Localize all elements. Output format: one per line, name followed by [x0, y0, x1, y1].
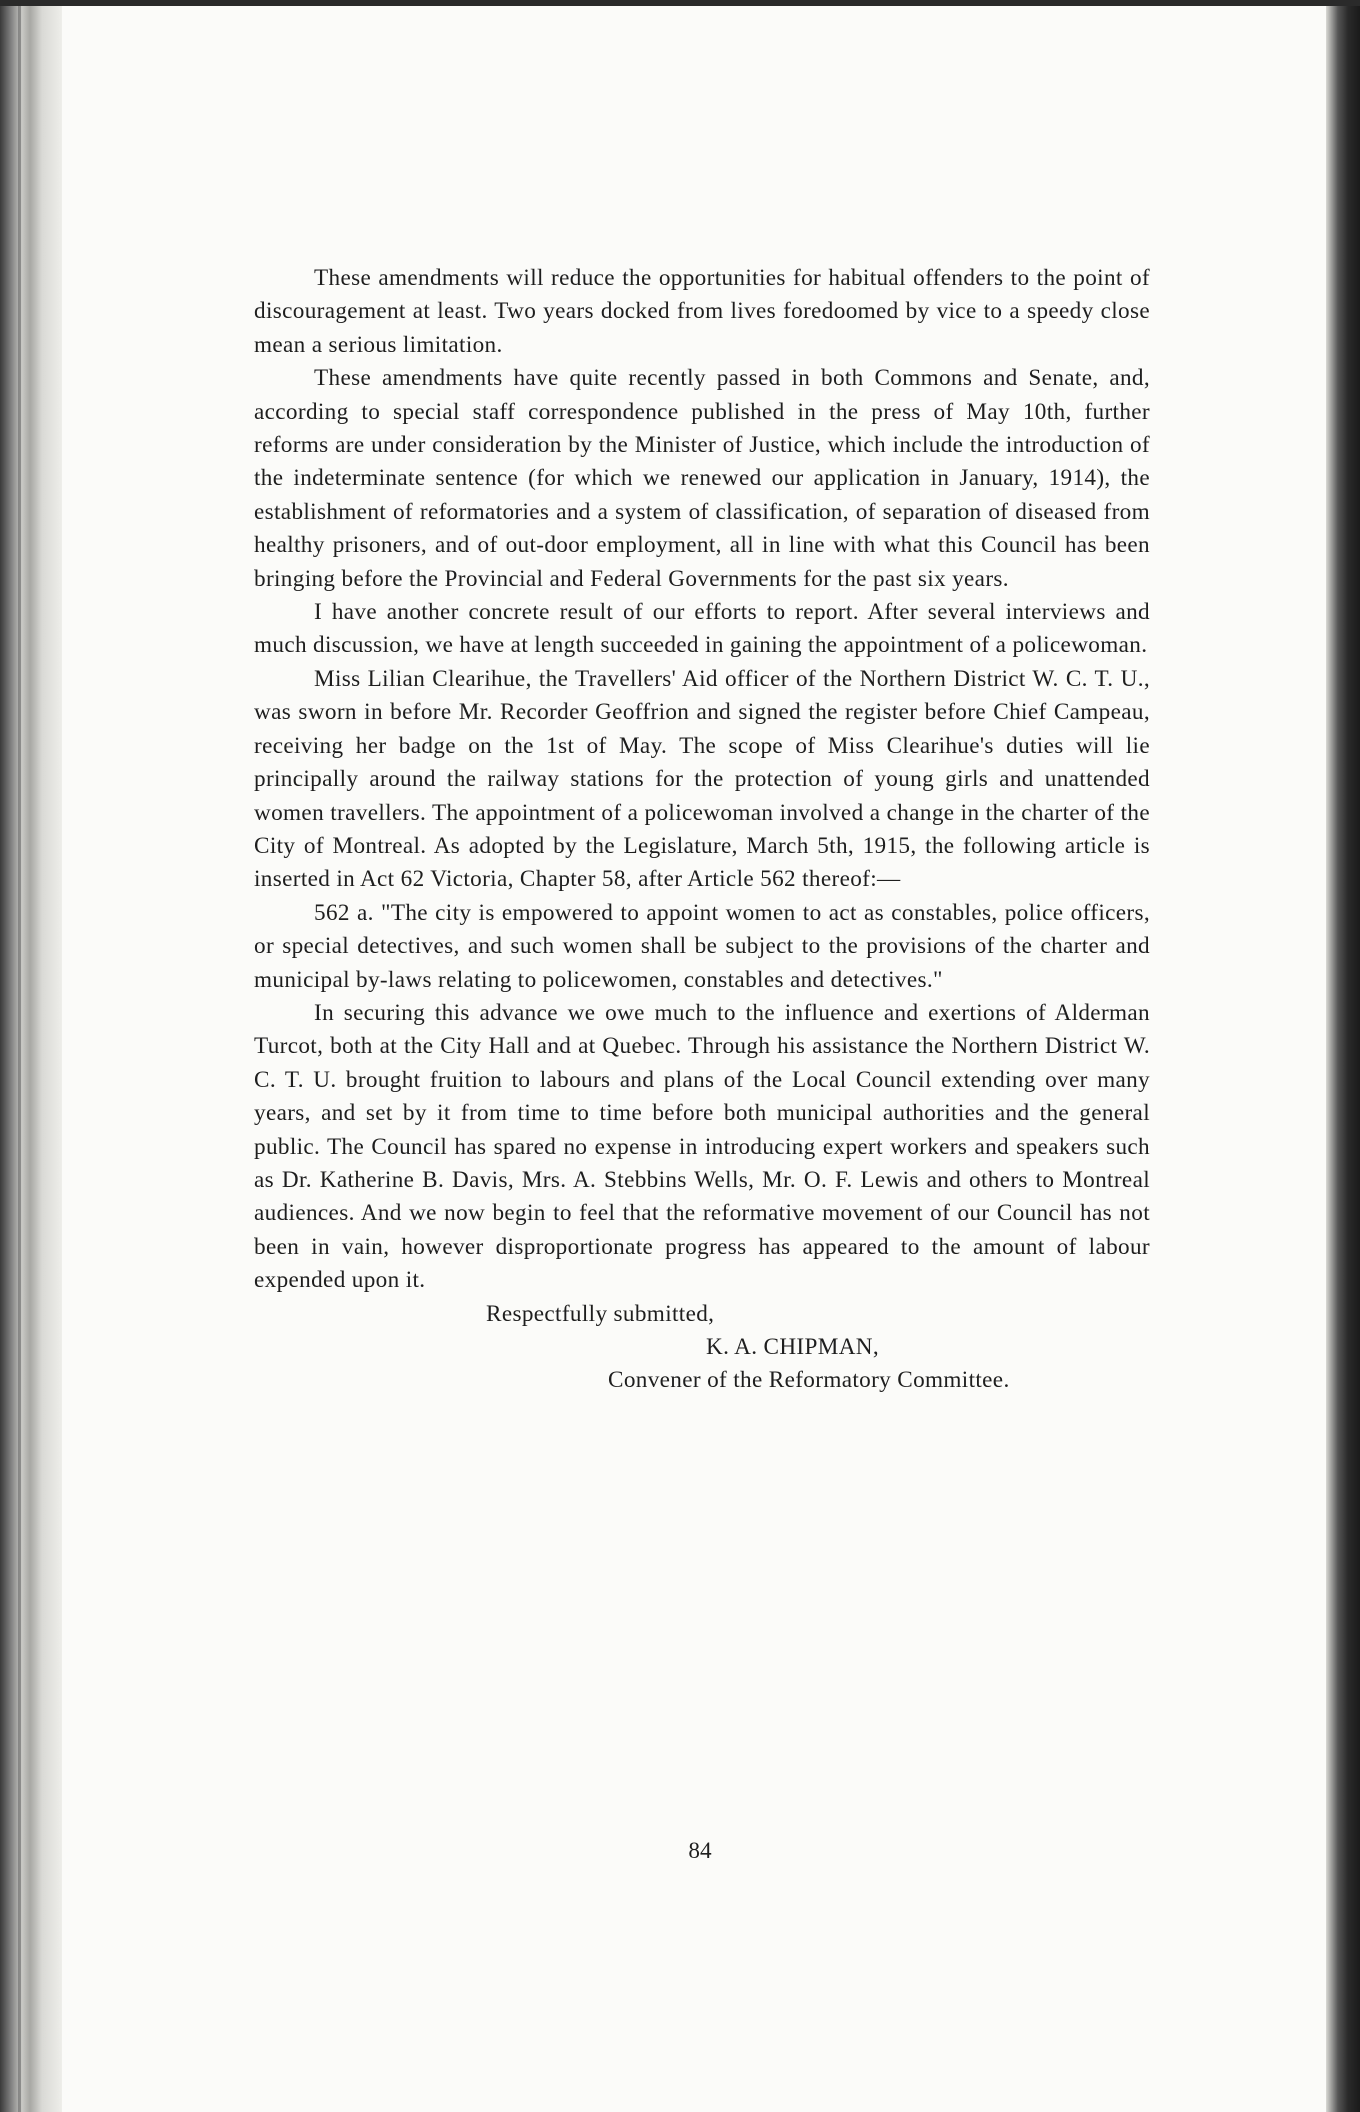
top-edge-shadow	[0, 0, 1360, 6]
paragraph-article-562a: 562 a. "The city is empowered to appoint women to act as constables, police officers, or special detectives, and such women shall be subject to the provisions of the charter and municipal by-laws relating to policewomen, constables and detectives."	[254, 899, 1150, 993]
paragraph-amendments-effect: These amendments will reduce the opportunities for habitual offenders to the point of discouragement at least. Two years docked from lives foredoomed by vice to a speedy close mean a serious limitation.	[254, 265, 1150, 358]
page-edge-shadow	[1326, 0, 1360, 2112]
book-spine-shadow	[0, 0, 62, 2112]
signature-name: K. A. CHIPMAN,	[706, 1334, 880, 1360]
paragraph-acknowledgements: In securing this advance we owe much to the influence and exertions of Alderman Turcot, both at the City Hall and at Quebec. Through his assistance the Northern District W. C. T. U. brought fruition to labours and plans of the Local Council extending over many years, and set by it from time to time before both municipal authorities and the general public. The Council has spared no expense in introducing expert workers and speakers such as Dr. Katherine B. Davis, Mrs. A. Stebbins Wells, Mr. O. F. Lewis and others to Montreal audiences. And we now begin to feel that the reformative movement of our Council has not been in vain, however disproportionate progress has appeared to the amount of labour expended upon it.	[254, 999, 1150, 1294]
page-number: 84	[688, 1838, 712, 1864]
report-text	[254, 262, 1150, 1398]
paragraph-clearihue-appointment: Miss Lilian Clearihue, the Travellers' Aid officer of the Northern District W. C. T. U., was sworn in before Mr. Recorder Geoffrion and signed the register before Chief Campeau, receiving her badge on the 1st of May. The scope of Miss Clearihue's duties will lie principally around the railway stations for the protection of young girls and unattended women travellers. The appointment of a policewoman involved a change in the charter of the City of Montreal. As adopted by the Legislature, March 5th, 1915, the following article is inserted in Act 62 Victoria, Chapter 58, after Article 562 thereof:—	[254, 665, 1150, 893]
paragraph-policewoman-result: I have another concrete result of our efforts to report. After several interviews and much discussion, we have at length succeeded in gaining the appointment of a policewoman.	[254, 599, 1150, 659]
paragraph-amendments-passed: These amendments have quite recently passed in both Commons and Senate, and, according to special staff correspondence published in the press of May 10th, further reforms are under consideration by the Minister of Justice, which include the introduction of the indeterminate sentence (for which we renewed our application in January, 1914), the establishment of reformatories and a system of classification, of separation of diseased from healthy prisoners, and of out-door employment, all in line with what this Council has been bringing before the Provincial and Federal Governments for the past six years.	[254, 365, 1150, 592]
signature-closing: Respectfully submitted,	[486, 1300, 715, 1327]
signature-title: Convener of the Reformatory Committee.	[608, 1367, 1010, 1394]
